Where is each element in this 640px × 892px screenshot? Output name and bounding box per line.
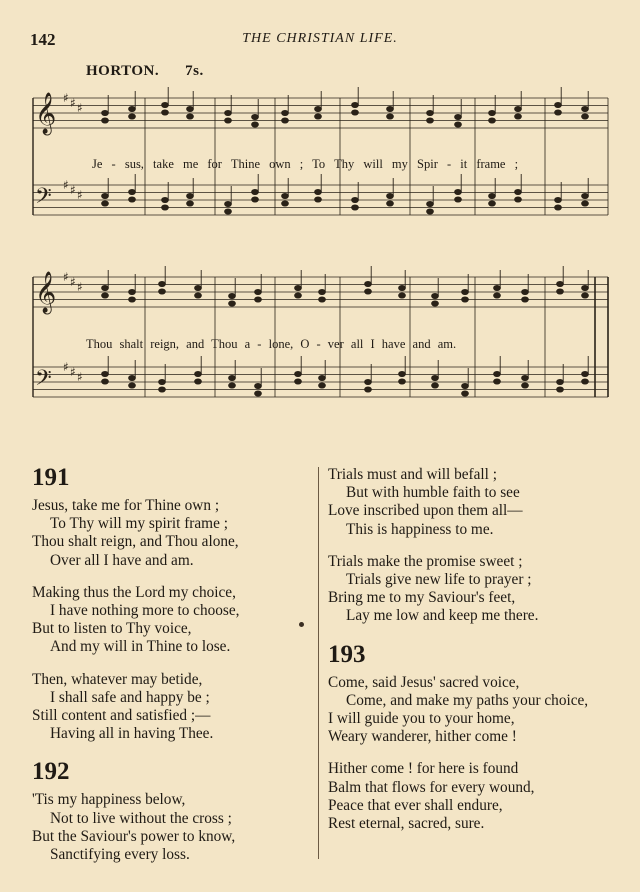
verse-line: Come, and make my paths your choice, xyxy=(346,691,589,709)
note-head xyxy=(129,375,136,380)
note-head xyxy=(102,379,109,384)
sharp-sign: ♯ xyxy=(70,275,76,289)
note-head xyxy=(225,201,232,206)
note-head xyxy=(455,189,462,194)
column-divider xyxy=(318,467,319,859)
note-head xyxy=(365,281,372,286)
right-column xyxy=(328,466,628,847)
note-head xyxy=(129,383,136,388)
hymn-193-stanza-2 xyxy=(328,760,628,833)
note-head xyxy=(555,197,562,202)
note-head xyxy=(315,114,322,119)
note-head xyxy=(432,375,439,380)
sharp-sign: ♯ xyxy=(63,360,69,374)
note-head xyxy=(489,118,496,123)
verse-line: Lay me low and keep me there. xyxy=(346,607,539,625)
verse-line: Thou shalt reign, and Thou alone, xyxy=(32,533,239,551)
note-head xyxy=(195,379,202,384)
note-head xyxy=(432,301,439,306)
note-head xyxy=(319,289,326,294)
treble-clef: 𝄞 xyxy=(35,272,57,313)
verse-line: Rest eternal, sacred, sure. xyxy=(328,815,485,833)
note-head xyxy=(129,297,136,302)
hymn-191-stanza-1 xyxy=(32,497,317,570)
note-head xyxy=(432,293,439,298)
note-head xyxy=(365,387,372,392)
sharp-sign: ♯ xyxy=(77,280,83,294)
note-head xyxy=(319,297,326,302)
note-head xyxy=(455,114,462,119)
note-head xyxy=(522,383,529,388)
note-head xyxy=(427,118,434,123)
note-head xyxy=(255,383,262,388)
note-head xyxy=(187,114,194,119)
note-head xyxy=(229,301,236,306)
sharp-sign: ♯ xyxy=(77,188,83,202)
note-head xyxy=(102,201,109,206)
verse-line: Weary wanderer, hither come ! xyxy=(328,728,517,746)
note-head xyxy=(255,297,262,302)
tune-meter: 7s. xyxy=(185,63,204,79)
note-head xyxy=(282,193,289,198)
note-head xyxy=(399,371,406,376)
note-head xyxy=(162,205,169,210)
note-head xyxy=(282,110,289,115)
verse-line: Trials must and will befall ; xyxy=(328,466,497,483)
note-head xyxy=(252,122,259,127)
verse-line: Trials give new life to prayer ; xyxy=(346,571,532,589)
hymn-191-stanza-2 xyxy=(32,584,317,657)
note-head xyxy=(187,201,194,206)
note-head xyxy=(365,379,372,384)
verse-line: 'Tis my happiness below, xyxy=(32,791,186,809)
hymn-192-stanza-2 xyxy=(328,466,628,539)
verse-line: Peace that ever shall endure, xyxy=(328,796,503,814)
hymn-number-192: 192 xyxy=(32,758,70,786)
hymn-192-stanza-3 xyxy=(328,553,628,626)
note-head xyxy=(427,110,434,115)
verse-line: But with humble faith to see xyxy=(346,484,520,502)
note-head xyxy=(365,289,372,294)
verse-line: I have nothing more to choose, xyxy=(50,602,240,620)
note-head xyxy=(582,371,589,376)
verse-line: I shall safe and happy be ; xyxy=(50,688,210,706)
note-head xyxy=(102,110,109,115)
note-head xyxy=(582,285,589,290)
sharp-sign: ♯ xyxy=(70,365,76,379)
note-head xyxy=(162,197,169,202)
page-number: 142 xyxy=(30,30,56,49)
note-head xyxy=(129,289,136,294)
score-lyrics-line-2: Thou shalt reign, and Thou a - lone, O - ver all I have and am. xyxy=(86,337,457,351)
note-head xyxy=(187,193,194,198)
note-head xyxy=(489,193,496,198)
note-head xyxy=(225,209,232,214)
note-head xyxy=(582,379,589,384)
note-head xyxy=(195,371,202,376)
note-head xyxy=(352,197,359,202)
note-head xyxy=(252,189,259,194)
note-head xyxy=(129,106,136,111)
note-head xyxy=(582,106,589,111)
note-head xyxy=(295,379,302,384)
note-head xyxy=(315,189,322,194)
note-head xyxy=(462,297,469,302)
hymn-192-stanza-1 xyxy=(32,791,317,864)
verse-line: Still content and satisfied ;— xyxy=(32,707,211,725)
note-head xyxy=(399,293,406,298)
note-head xyxy=(162,110,169,115)
note-head xyxy=(129,197,136,202)
hymn-191-stanza-3 xyxy=(32,671,317,744)
verse-line: Bring me to my Saviour's feet, xyxy=(328,589,516,607)
verse-line: Jesus, take me for Thine own ; xyxy=(32,497,220,514)
note-head xyxy=(159,387,166,392)
verse-line: Love inscribed upon them all— xyxy=(328,502,523,520)
note-head xyxy=(494,293,501,298)
treble-clef: 𝄞 xyxy=(35,93,57,134)
verse-line: Come, said Jesus' sacred voice, xyxy=(328,673,520,691)
note-head xyxy=(159,289,166,294)
note-head xyxy=(387,114,394,119)
note-head xyxy=(162,102,169,107)
left-column xyxy=(32,463,317,878)
note-head xyxy=(494,379,501,384)
sharp-sign: ♯ xyxy=(63,178,69,192)
note-head xyxy=(432,383,439,388)
sharp-sign: ♯ xyxy=(63,91,69,105)
note-head xyxy=(252,114,259,119)
note-head xyxy=(102,193,109,198)
note-head xyxy=(455,197,462,202)
note-head xyxy=(582,193,589,198)
hymn-193-stanza-1 xyxy=(328,674,628,747)
note-head xyxy=(229,383,236,388)
note-head xyxy=(352,205,359,210)
note-head xyxy=(399,285,406,290)
note-head xyxy=(494,285,501,290)
note-head xyxy=(522,375,529,380)
note-head xyxy=(255,391,262,396)
note-head xyxy=(129,114,136,119)
note-head xyxy=(255,289,262,294)
running-title: THE CHRISTIAN LIFE. xyxy=(242,31,398,46)
note-head xyxy=(319,383,326,388)
note-head xyxy=(295,285,302,290)
verse-line: But to listen to Thy voice, xyxy=(32,620,192,638)
verse-line: Hither come ! for here is found xyxy=(328,760,519,778)
verse-line: Having all in having Thee. xyxy=(50,725,214,743)
note-head xyxy=(555,205,562,210)
note-head xyxy=(315,197,322,202)
hymn-number-193: 193 xyxy=(328,640,366,668)
note-head xyxy=(129,189,136,194)
note-head xyxy=(319,375,326,380)
note-head xyxy=(229,293,236,298)
note-head xyxy=(494,371,501,376)
note-head xyxy=(102,371,109,376)
note-head xyxy=(557,289,564,294)
note-head xyxy=(387,106,394,111)
note-head xyxy=(195,293,202,298)
sharp-sign: ♯ xyxy=(70,96,76,110)
note-head xyxy=(515,114,522,119)
note-head xyxy=(515,106,522,111)
note-head xyxy=(352,110,359,115)
note-head xyxy=(462,391,469,396)
verse-line: This is happiness to me. xyxy=(346,520,494,538)
note-head xyxy=(225,118,232,123)
verse-line: To Thy will my spirit frame ; xyxy=(50,515,228,533)
note-head xyxy=(252,197,259,202)
note-head xyxy=(187,106,194,111)
note-head xyxy=(315,106,322,111)
note-head xyxy=(387,193,394,198)
note-head xyxy=(557,379,564,384)
bass-clef: 𝄢 xyxy=(35,184,52,214)
note-head xyxy=(102,293,109,298)
sharp-sign: ♯ xyxy=(77,370,83,384)
note-head xyxy=(102,285,109,290)
verse-line: And my will in Thine to lose. xyxy=(50,638,231,656)
note-head xyxy=(225,110,232,115)
note-head xyxy=(282,118,289,123)
note-head xyxy=(582,293,589,298)
sharp-sign: ♯ xyxy=(70,183,76,197)
note-head xyxy=(399,379,406,384)
verse-line: I will guide you to your home, xyxy=(328,710,515,728)
sharp-sign: ♯ xyxy=(63,270,69,284)
note-head xyxy=(102,118,109,123)
note-head xyxy=(515,197,522,202)
note-head xyxy=(282,201,289,206)
verse-line: Over all I have and am. xyxy=(50,551,194,569)
note-head xyxy=(295,371,302,376)
note-head xyxy=(427,209,434,214)
note-head xyxy=(557,281,564,286)
note-head xyxy=(295,293,302,298)
note-head xyxy=(462,383,469,388)
bass-clef: 𝄢 xyxy=(35,366,52,396)
note-head xyxy=(195,285,202,290)
note-head xyxy=(159,379,166,384)
note-head xyxy=(462,289,469,294)
note-head xyxy=(582,201,589,206)
note-head xyxy=(352,102,359,107)
note-head xyxy=(522,289,529,294)
note-head xyxy=(557,387,564,392)
note-head xyxy=(387,201,394,206)
note-head xyxy=(582,114,589,119)
note-head xyxy=(455,122,462,127)
score-lyrics-line-1: Je - sus, take me for Thine own ; To Thy will my Spir - it frame ; xyxy=(92,157,519,171)
music-score xyxy=(0,0,640,440)
verse-line: Not to live without the cross ; xyxy=(50,809,232,827)
hymn-number-191: 191 xyxy=(32,464,70,491)
note-head xyxy=(489,201,496,206)
note-head xyxy=(489,110,496,115)
note-head xyxy=(555,110,562,115)
verse-line: Sanctifying every loss. xyxy=(50,846,190,864)
note-head xyxy=(159,281,166,286)
verse-line: Making thus the Lord my choice, xyxy=(32,583,236,601)
note-head xyxy=(522,297,529,302)
note-head xyxy=(229,375,236,380)
note-head xyxy=(555,102,562,107)
verse-line: Trials make the promise sweet ; xyxy=(328,552,523,570)
sharp-sign: ♯ xyxy=(77,101,83,115)
verse-line: Then, whatever may betide, xyxy=(32,670,203,688)
verse-line: But the Saviour's power to know, xyxy=(32,827,236,845)
verse-line: Balm that flows for every wound, xyxy=(328,778,535,796)
note-head xyxy=(427,201,434,206)
tune-name: HORTON. xyxy=(86,63,160,79)
note-head xyxy=(515,189,522,194)
